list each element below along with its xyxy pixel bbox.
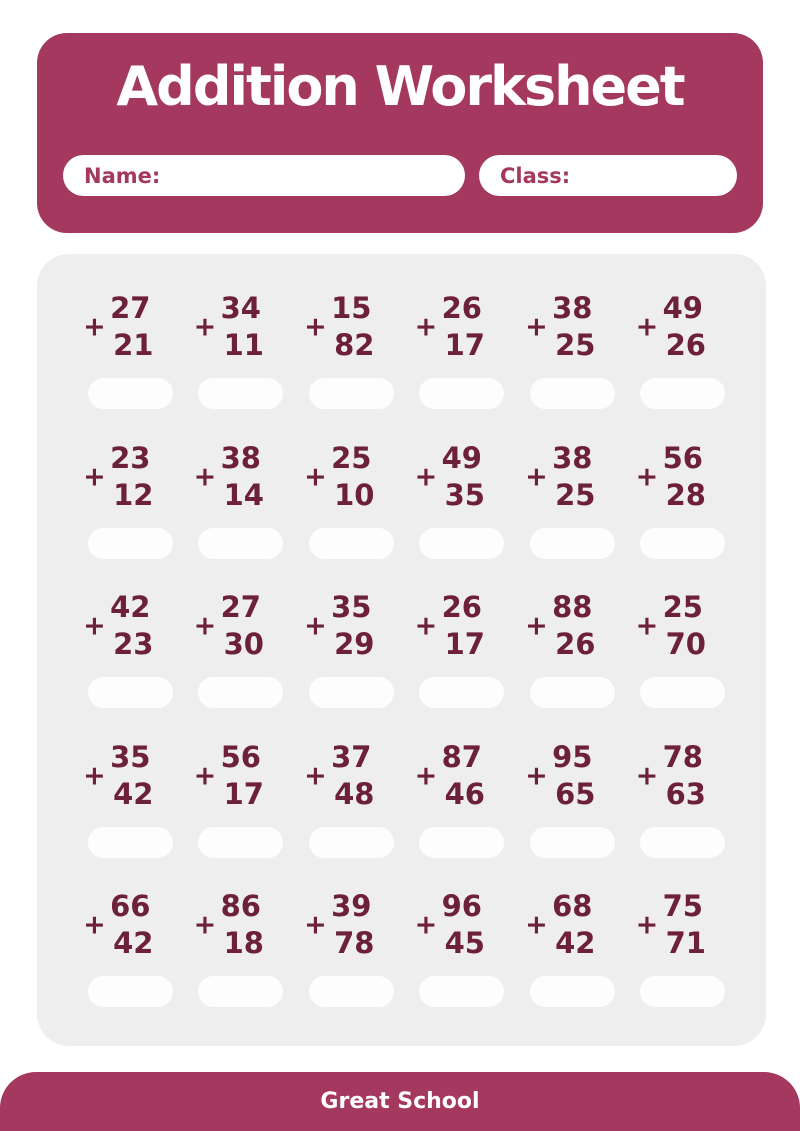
plus-icon: + — [525, 760, 548, 792]
answer-blank[interactable] — [640, 378, 725, 409]
addend-bottom: 65 — [555, 776, 596, 811]
answer-blank[interactable] — [88, 827, 173, 858]
answer-blank[interactable] — [419, 976, 504, 1007]
addend-top: 26 — [441, 291, 482, 325]
plus-icon: + — [83, 909, 106, 941]
answer-blank[interactable] — [88, 976, 173, 1007]
answer-blank[interactable] — [640, 827, 725, 858]
addend-top: 95 — [552, 739, 593, 774]
plus-icon: + — [525, 461, 548, 493]
problems-panel — [37, 254, 766, 1046]
addition-problem-18 — [628, 581, 739, 731]
addend-top: 37 — [331, 739, 372, 774]
addition-problem-22 — [407, 731, 518, 881]
addition-problem-4 — [407, 282, 518, 432]
addend-bottom: 82 — [334, 328, 375, 362]
addition-problem-20 — [186, 731, 297, 881]
answer-blank[interactable] — [530, 827, 615, 858]
addend-bottom: 17 — [444, 328, 485, 362]
plus-icon: + — [304, 610, 327, 642]
name-field[interactable] — [63, 155, 465, 196]
addend-bottom: 14 — [223, 477, 264, 512]
addition-problem-21 — [296, 731, 407, 881]
addend-top: 75 — [662, 889, 703, 924]
class-field[interactable] — [479, 155, 737, 196]
addend-top: 38 — [220, 440, 261, 475]
addend-bottom: 28 — [665, 477, 706, 512]
addend-top: 78 — [662, 739, 703, 774]
addend-top: 68 — [552, 889, 593, 924]
addend-bottom: 78 — [334, 926, 375, 961]
plus-icon: + — [304, 461, 327, 493]
addend-top: 66 — [110, 889, 151, 924]
addend-bottom: 30 — [223, 627, 264, 662]
addend-top: 35 — [331, 590, 372, 625]
plus-icon: + — [83, 610, 106, 642]
page-title: Addition Worksheet — [116, 55, 684, 118]
addend-top: 25 — [662, 590, 703, 625]
addition-problem-3 — [296, 282, 407, 432]
addition-problem-15 — [296, 581, 407, 731]
answer-blank[interactable] — [198, 677, 283, 708]
addend-bottom: 26 — [665, 328, 706, 362]
addition-problem-16 — [407, 581, 518, 731]
addition-problem-5 — [517, 282, 628, 432]
addition-problem-6 — [628, 282, 739, 432]
addend-bottom: 63 — [665, 776, 706, 811]
answer-blank[interactable] — [419, 677, 504, 708]
plus-icon: + — [83, 311, 106, 343]
answer-blank[interactable] — [309, 827, 394, 858]
addend-bottom: 29 — [334, 627, 375, 662]
addition-problem-12 — [628, 432, 739, 582]
plus-icon: + — [83, 760, 106, 792]
plus-icon: + — [414, 461, 438, 493]
addend-top: 88 — [552, 590, 593, 625]
addend-top: 27 — [220, 590, 261, 625]
addend-bottom: 46 — [444, 776, 485, 811]
answer-blank[interactable] — [309, 976, 394, 1007]
answer-blank[interactable] — [530, 378, 615, 409]
addend-top: 39 — [331, 889, 372, 924]
plus-icon: + — [414, 909, 438, 941]
answer-blank[interactable] — [198, 528, 283, 559]
answer-blank[interactable] — [419, 827, 504, 858]
plus-icon: + — [525, 610, 548, 642]
answer-blank[interactable] — [530, 528, 615, 559]
addend-top: 38 — [552, 440, 593, 475]
answer-blank[interactable] — [419, 528, 504, 559]
answer-blank[interactable] — [198, 976, 283, 1007]
plus-icon: + — [525, 311, 548, 343]
plus-icon: + — [304, 909, 327, 941]
addend-top: 26 — [441, 590, 482, 625]
class-label: Class: — [500, 163, 571, 188]
addend-bottom: 17 — [444, 627, 485, 662]
answer-blank[interactable] — [309, 677, 394, 708]
addition-problem-1 — [75, 282, 186, 432]
answer-blank[interactable] — [530, 677, 615, 708]
addend-top: 49 — [441, 440, 482, 475]
addition-problem-10 — [407, 432, 518, 582]
addend-bottom: 71 — [665, 926, 706, 961]
answer-blank[interactable] — [530, 976, 615, 1007]
answer-blank[interactable] — [309, 528, 394, 559]
answer-blank[interactable] — [88, 528, 173, 559]
plus-icon: + — [193, 610, 217, 642]
addend-top: 86 — [220, 889, 261, 924]
addition-problem-30 — [628, 880, 739, 1030]
plus-icon: + — [83, 461, 106, 493]
addend-bottom: 17 — [223, 776, 264, 811]
plus-icon: + — [635, 760, 659, 792]
plus-icon: + — [414, 610, 438, 642]
addend-top: 34 — [220, 291, 261, 325]
addend-bottom: 18 — [223, 926, 264, 961]
addend-bottom: 23 — [113, 627, 154, 662]
addition-problem-13 — [75, 581, 186, 731]
addend-bottom: 42 — [113, 776, 154, 811]
addend-top: 42 — [110, 590, 151, 625]
plus-icon: + — [635, 909, 659, 941]
addend-bottom: 42 — [555, 926, 596, 961]
addend-top: 25 — [331, 440, 372, 475]
addend-top: 27 — [110, 291, 151, 325]
addition-problem-9 — [296, 432, 407, 582]
answer-blank[interactable] — [640, 677, 725, 708]
addend-bottom: 10 — [334, 477, 375, 512]
addition-problem-25 — [75, 880, 186, 1030]
plus-icon: + — [193, 461, 217, 493]
addend-bottom: 12 — [113, 477, 154, 512]
addition-problem-7 — [75, 432, 186, 582]
addition-problem-24 — [628, 731, 739, 881]
addend-top: 49 — [662, 291, 703, 325]
student-fields — [63, 155, 737, 196]
addition-problem-11 — [517, 432, 628, 582]
answer-blank[interactable] — [640, 528, 725, 559]
answer-blank[interactable] — [198, 827, 283, 858]
answer-blank[interactable] — [198, 378, 283, 409]
addend-top: 35 — [110, 739, 151, 774]
answer-blank[interactable] — [419, 378, 504, 409]
addend-bottom: 70 — [665, 627, 706, 662]
plus-icon: + — [193, 909, 217, 941]
addend-bottom: 48 — [334, 776, 375, 811]
addition-problem-27 — [296, 880, 407, 1030]
addend-bottom: 25 — [555, 477, 596, 512]
addend-bottom: 42 — [113, 926, 154, 961]
addition-problem-8 — [186, 432, 297, 582]
plus-icon: + — [525, 909, 548, 941]
addend-top: 96 — [441, 889, 482, 924]
addition-problem-19 — [75, 731, 186, 881]
answer-blank[interactable] — [88, 378, 173, 409]
addend-bottom: 11 — [223, 328, 264, 362]
addend-bottom: 45 — [444, 926, 485, 961]
addend-top: 38 — [552, 291, 593, 325]
plus-icon: + — [414, 760, 438, 792]
answer-blank[interactable] — [640, 976, 725, 1007]
addend-top: 56 — [220, 739, 261, 774]
addition-problem-26 — [186, 880, 297, 1030]
addend-bottom: 26 — [555, 627, 596, 662]
addition-problem-2 — [186, 282, 297, 432]
plus-icon: + — [635, 461, 659, 493]
header-panel — [37, 33, 763, 233]
addition-problem-23 — [517, 731, 628, 881]
addition-problem-17 — [517, 581, 628, 731]
plus-icon: + — [193, 311, 217, 343]
footer-bar — [0, 1072, 800, 1131]
addition-problem-29 — [517, 880, 628, 1030]
plus-icon: + — [635, 311, 659, 343]
answer-blank[interactable] — [88, 677, 173, 708]
addend-top: 56 — [662, 440, 703, 475]
addend-bottom: 25 — [555, 328, 596, 362]
addend-bottom: 35 — [444, 477, 485, 512]
plus-icon: + — [193, 760, 217, 792]
plus-icon: + — [304, 760, 327, 792]
addend-top: 23 — [110, 440, 151, 475]
addition-problem-14 — [186, 581, 297, 731]
answer-blank[interactable] — [309, 378, 394, 409]
addend-bottom: 21 — [113, 328, 154, 362]
addend-top: 87 — [441, 739, 482, 774]
plus-icon: + — [304, 311, 327, 343]
school-name: Great School — [320, 1089, 480, 1114]
plus-icon: + — [414, 311, 438, 343]
plus-icon: + — [635, 610, 659, 642]
addend-top: 15 — [331, 291, 372, 325]
addition-problem-28 — [407, 880, 518, 1030]
name-label: Name: — [84, 163, 161, 188]
